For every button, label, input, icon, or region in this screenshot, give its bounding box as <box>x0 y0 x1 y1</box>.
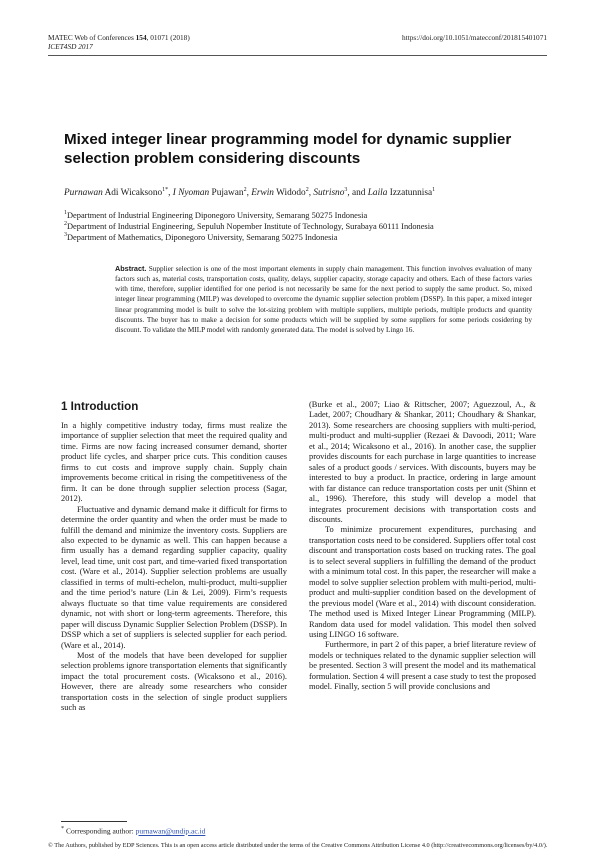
author-last-name: Izzatunnisa <box>389 188 433 199</box>
author-last-name: Adi Wicaksono <box>104 188 163 199</box>
author-last-name: Widodo <box>276 188 306 199</box>
affiliation-mark: 3 <box>344 187 348 193</box>
author-name <box>313 188 347 198</box>
volume-number: 154 <box>135 33 147 42</box>
author-first-name: Sutrisno <box>313 188 345 199</box>
affiliation-number: 2 <box>64 221 67 227</box>
affiliation-mark: 1* <box>162 187 169 193</box>
affiliation-mark: 2 <box>305 187 309 193</box>
paper-title: Mixed integer linear programming model for dynamic supplier selection problem considering discounts <box>64 131 512 167</box>
license-notice: © The Authors, published by EDP Sciences. This is an open access article distributed under the terms of the Creative Commons Attribution License 4.0 (http://creativecommons.org/licenses/by/4.0/). <box>48 842 548 849</box>
section-heading: 1 Introduction <box>61 400 139 413</box>
affiliation-mark: 2 <box>243 187 247 193</box>
abstract <box>115 264 532 335</box>
left-column <box>61 421 287 714</box>
author-name <box>64 188 168 198</box>
paragraph: Furthermore, in part 2 of this paper, a brief literature review of models or techniques related to the dynamic supplier selection will be presented. Section 3 will present the model and its mathematical formulation. Section 4 will present a case study to test the proposed model. Finally, section 5 will provide conclusions and <box>309 640 536 692</box>
affiliation-text: Department of Industrial Engineering Diponegoro University, Semarang 50275 Indonesia <box>67 210 368 220</box>
author-name <box>251 188 308 198</box>
author-first-name: Erwin <box>251 188 274 199</box>
journal-citation: MATEC Web of Conferences 154, 01071 (2018) <box>48 33 190 42</box>
author-last-name: Pujawan <box>211 188 244 199</box>
header-divider <box>48 55 547 56</box>
affiliation-number: 1 <box>64 210 67 216</box>
author-list: Purnawan Adi Wicaksono$^{1*}$, I Nyoman Pujawan$^2$, Erwin Widodo$^2$, Sutrisno$^3$, and Laila Izzatunnisa$^1$ <box>64 187 436 199</box>
author-email-link[interactable]: purnawan@undip.ac.id <box>135 826 206 836</box>
paragraph: Most of the models that have been developed for supplier selection problems ignore transportation elements that significantly impact the total procurement costs. (Wicaksono et al., 2016). However, there are already some researchers who consider transportation costs in the selection of single product suppliers such as <box>61 650 287 713</box>
right-column <box>309 400 536 693</box>
affiliation-text: Department of Industrial Engineering, Sepuluh Nopember Institute of Technology, Surabaya 60111 Indonesia <box>67 221 434 231</box>
paragraph: (Burke et al., 2007; Liao & Rittscher, 2007; Aguezzoul, A., & Ladet, 2007; Choudhary & Shankar, 2011; Choudhary & Shankar, 2013). Some researchers are choosing suppliers with multi-period, multi-product and multi-supplier (Rezaei & Davoodi, 2011; Ware et al., 2014; Wicaksono et al., 2016). In another case, the supplier provides discounts for each purchase in large quantities to increase sales of a product goods / services. With discounts, buyers may be interested to buy a product. In practice, ordering in large amount with far distance can reduce transportation costs per unit (Shinn et al., 1996). Therefore, this study will develop a model that integrates procurement decisions with transportation costs and discounts. <box>309 400 536 524</box>
paragraph: In a highly competitive industry today, firms must realize the importance of supplier selection that meet the required quality and time. Firms are now facing increased consumer demand, shorter product life cycles, and sharper price cuts. This condition causes firms to cut costs and improve supply chain. Supply chain improvements become critical in rising the competitiveness of the firm. It can be done through supplier selection process (Sagar, 2012). <box>61 421 287 504</box>
affiliation <box>64 230 544 243</box>
paragraph: Fluctuative and dynamic demand make it difficult for firms to determine the order quantity and when the order must be made to fulfill the demand and minimize the inventory costs. Suppliers are also expected to be dynamic as well. This can happen because a firm usually has a demand regarding supplier capacity, quality level, lead time, unit cost part, and time-varied fixed transportation cost. (Ware et al., 2014). Supplier selection problems are usually classified in terms of multi-echelon, multi-product, multi-supplier and the time period’s nature (Lin & Lei, 2009). Firm’s requests always fluctuate so that time value requirements are considered dynamic, not with short or long-term agreements. Therefore, this paper will discuss Dynamic Supplier Selection Problem (DSSP). In DSSP which a set of suppliers is selected supplier for each period. (Ware et al., 2014). <box>61 504 287 650</box>
author-first-name: I Nyoman <box>172 188 210 199</box>
doi-link[interactable]: https://doi.org/10.1051/matecconf/201815401071 <box>402 33 547 42</box>
conference-name: ICET4SD 2017 <box>48 42 93 51</box>
abstract-label: Abstract. <box>115 264 147 273</box>
footnote-divider <box>61 821 127 822</box>
footnote-mark: * <box>61 825 65 832</box>
affiliation-mark: 1 <box>432 187 436 193</box>
running-header <box>48 33 190 51</box>
author-name <box>173 188 247 198</box>
affiliation-text: Department of Mathematics, Diponegoro University, Semarang 50275 Indonesia <box>67 232 338 242</box>
abstract-text: Supplier selection is one of the most important elements in supply chain management. This function involves evaluation of many factors such as, material costs, transportation costs, quality, delays, supplier capacity, storage capacity and others. Each of these factors varies with time, therefore, supplier identified for one period is not necessarily be same for the next period to supply the same product. So, mixed integer linear programming (MILP) was developed to overcome the dynamic supplier selection problem (DSSP). In this paper, a mixed integer linear programming model is built to solve the lot-sizing problem with multiple suppliers, multiple periods, multiple products and quantity discounts. The buyer has to make a decision for some products which will be supplied by some suppliers for some periods cosidering by discount. To validate the MILP model with randomly generated data. The model is solved by Lingo 16. <box>115 265 532 334</box>
author-first-name: Laila <box>367 188 388 199</box>
paragraph: To minimize procurement expenditures, purchasing and transportation costs need to be considered. Suppliers offer total cost discount and transportation costs based on trucking rates. The goal is to select several suppliers in fulfilling the demand of the product with a minimum total cost. In this paper, the researcher will make a model to solve supplier selection problem with multi-period, multi-product and multi-supplier condition based on the development of the previous model (Ware et al., 2014) with discount consideration. The method used is Mixed Integer Linear Programming (MILP). Random data used for model validation. This model then solved using LINGO 16 software. <box>309 525 536 639</box>
affiliation-number: 3 <box>64 232 67 238</box>
author-first-name: Purnawan <box>64 188 103 199</box>
author-name <box>368 188 435 198</box>
footnote <box>61 824 205 836</box>
footnote-label: Corresponding author: <box>66 826 136 836</box>
